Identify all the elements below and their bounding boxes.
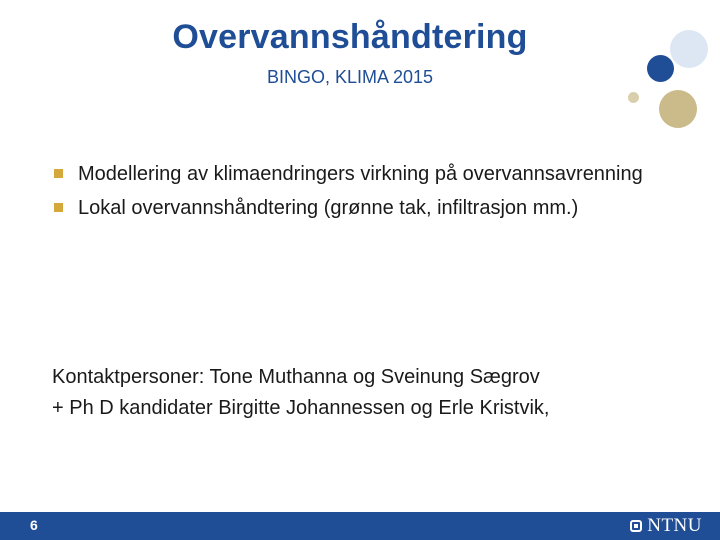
- slide-title: Overvannshåndtering: [172, 18, 528, 56]
- decor-circle-small-tan: [628, 92, 639, 103]
- ntnu-logo-text: NTNU: [647, 515, 702, 536]
- bullet-item: [52, 160, 672, 188]
- footer-bar: [0, 512, 720, 540]
- bullet-item: [52, 194, 672, 222]
- ntnu-logo: [630, 515, 702, 537]
- square-bullet-icon: [54, 169, 63, 178]
- page-number: 6: [30, 517, 38, 533]
- bullet-list: [52, 160, 672, 228]
- contact-section: [52, 362, 692, 424]
- contact-line-2: + Ph D kandidater Birgitte Johannessen og Erle Kristvik,: [52, 397, 550, 419]
- decor-circle-dark-blue: [647, 55, 674, 82]
- square-bullet-icon: [54, 203, 63, 212]
- bullet-text: Modellering av klimaendringers virkning på overvannsavrenning: [78, 163, 643, 185]
- contact-line-1: Kontaktpersoner: Tone Muthanna og Sveinung Sægrov: [52, 366, 540, 388]
- decor-circle-light-blue: [670, 30, 708, 68]
- slide-subtitle: BINGO, KLIMA 2015: [266, 67, 434, 87]
- decor-circle-tan: [659, 90, 697, 128]
- bullet-text: Lokal overvannshåndtering (grønne tak, infiltrasjon mm.): [78, 197, 579, 219]
- ntnu-logo-icon: [630, 520, 642, 532]
